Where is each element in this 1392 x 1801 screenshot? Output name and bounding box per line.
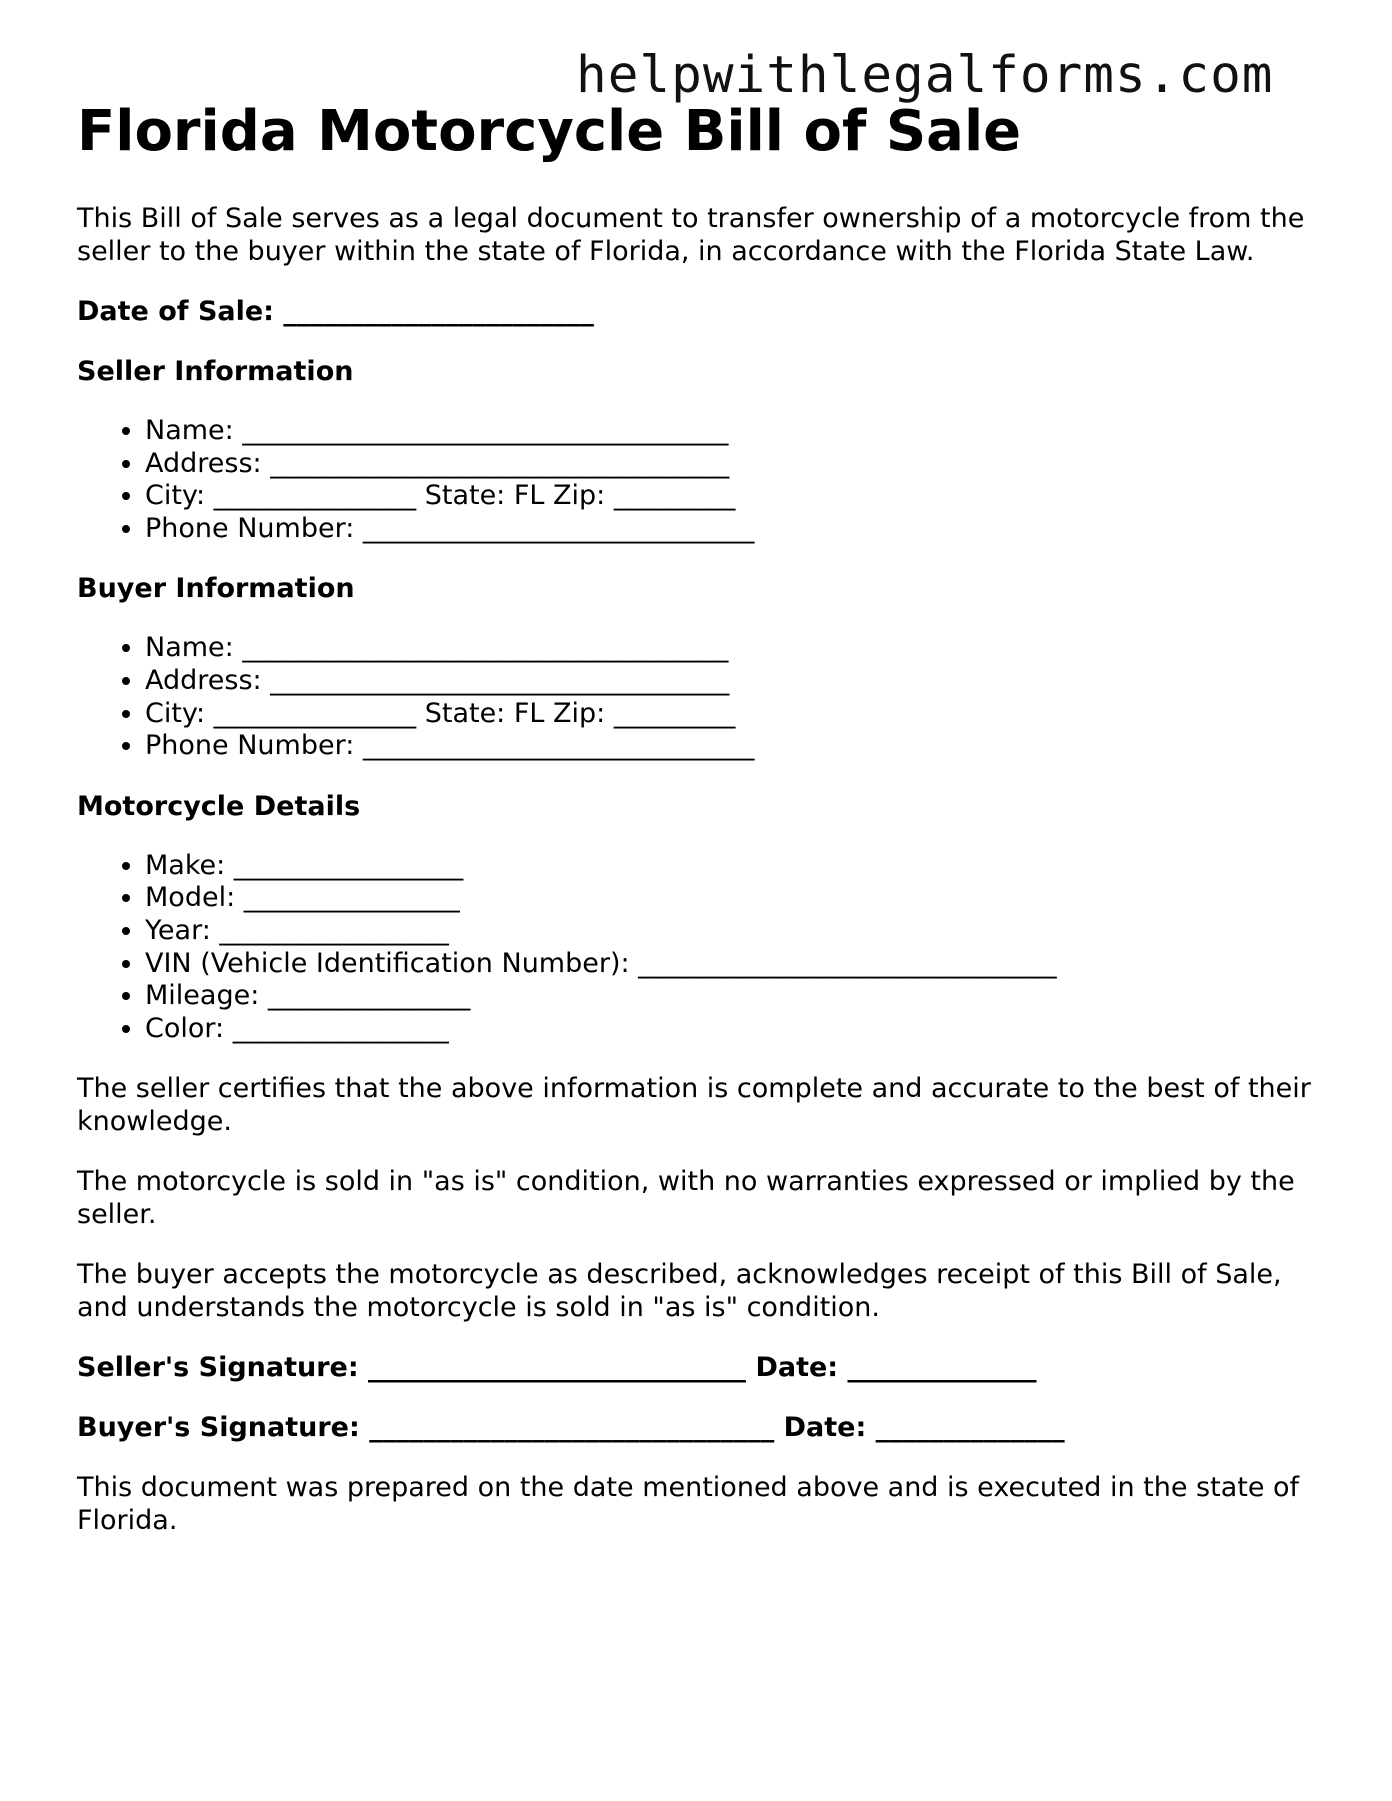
seller-information-list [77,415,1337,545]
buyer-information-heading: Buyer Information [77,573,355,605]
document-body [77,100,1337,1537]
as-is-paragraph: The motorcycle is sold in "as is" condition, with no warranties expressed or implied by the seller. [77,1166,1295,1231]
site-watermark: helpwithlegalforms.com [576,46,1274,105]
make-field[interactable]: • Make: _________________ [145,850,1337,883]
seller-city-state-zip-field[interactable]: • City: _______________ State: FL Zip: _________ [145,480,1337,513]
motorcycle-details-heading: Motorcycle Details [77,790,361,822]
buyer-information-list [77,632,1337,762]
certification-paragraph: The seller certifies that the above information is complete and accurate to the best of their knowledge. [77,1073,1311,1138]
seller-information-heading: Seller Information [77,356,354,387]
buyer-address-field[interactable]: • Address: __________________________________ [145,665,1337,698]
seller-name-field[interactable]: • Name: ____________________________________ [145,415,1337,448]
color-field[interactable]: • Color: ________________ [145,1013,1337,1046]
date-of-sale-field[interactable]: Date of Sale: _______________________ [77,296,594,327]
document-title: Florida Motorcycle Bill of Sale [77,99,1022,164]
model-field[interactable]: • Model: ________________ [145,882,1337,915]
seller-signature-line[interactable]: Seller's Signature: ____________________________ Date: ______________ [77,1352,1037,1384]
seller-address-field[interactable]: • Address: __________________________________ [145,448,1337,481]
mileage-field[interactable]: • Mileage: _______________ [145,980,1337,1013]
buyer-phone-field[interactable]: • Phone Number: _____________________________ [145,730,1337,763]
buyer-name-field[interactable]: • Name: ____________________________________ [145,632,1337,665]
buyer-signature-line[interactable]: Buyer's Signature: ______________________________ Date: ______________ [77,1412,1065,1444]
seller-phone-field[interactable]: • Phone Number: _____________________________ [145,513,1337,546]
year-field[interactable]: • Year: _________________ [145,915,1337,948]
closing-paragraph: This document was prepared on the date mentioned above and is executed in the state of Florida. [77,1472,1300,1537]
intro-paragraph: This Bill of Sale serves as a legal document to transfer ownership of a motorcycle from the seller to the buyer within the state of Florida, in accordance with the Florida State Law. [77,203,1305,267]
vin-field[interactable]: • VIN (Vehicle Identification Number): _______________________________ [145,948,1337,981]
motorcycle-details-list [77,850,1337,1046]
buyer-city-state-zip-field[interactable]: • City: _______________ State: FL Zip: _________ [145,698,1337,731]
acceptance-paragraph: The buyer accepts the motorcycle as described, acknowledges receipt of this Bill of Sale, and understands the motorcycle is sold in "as is" condition. [77,1259,1282,1324]
